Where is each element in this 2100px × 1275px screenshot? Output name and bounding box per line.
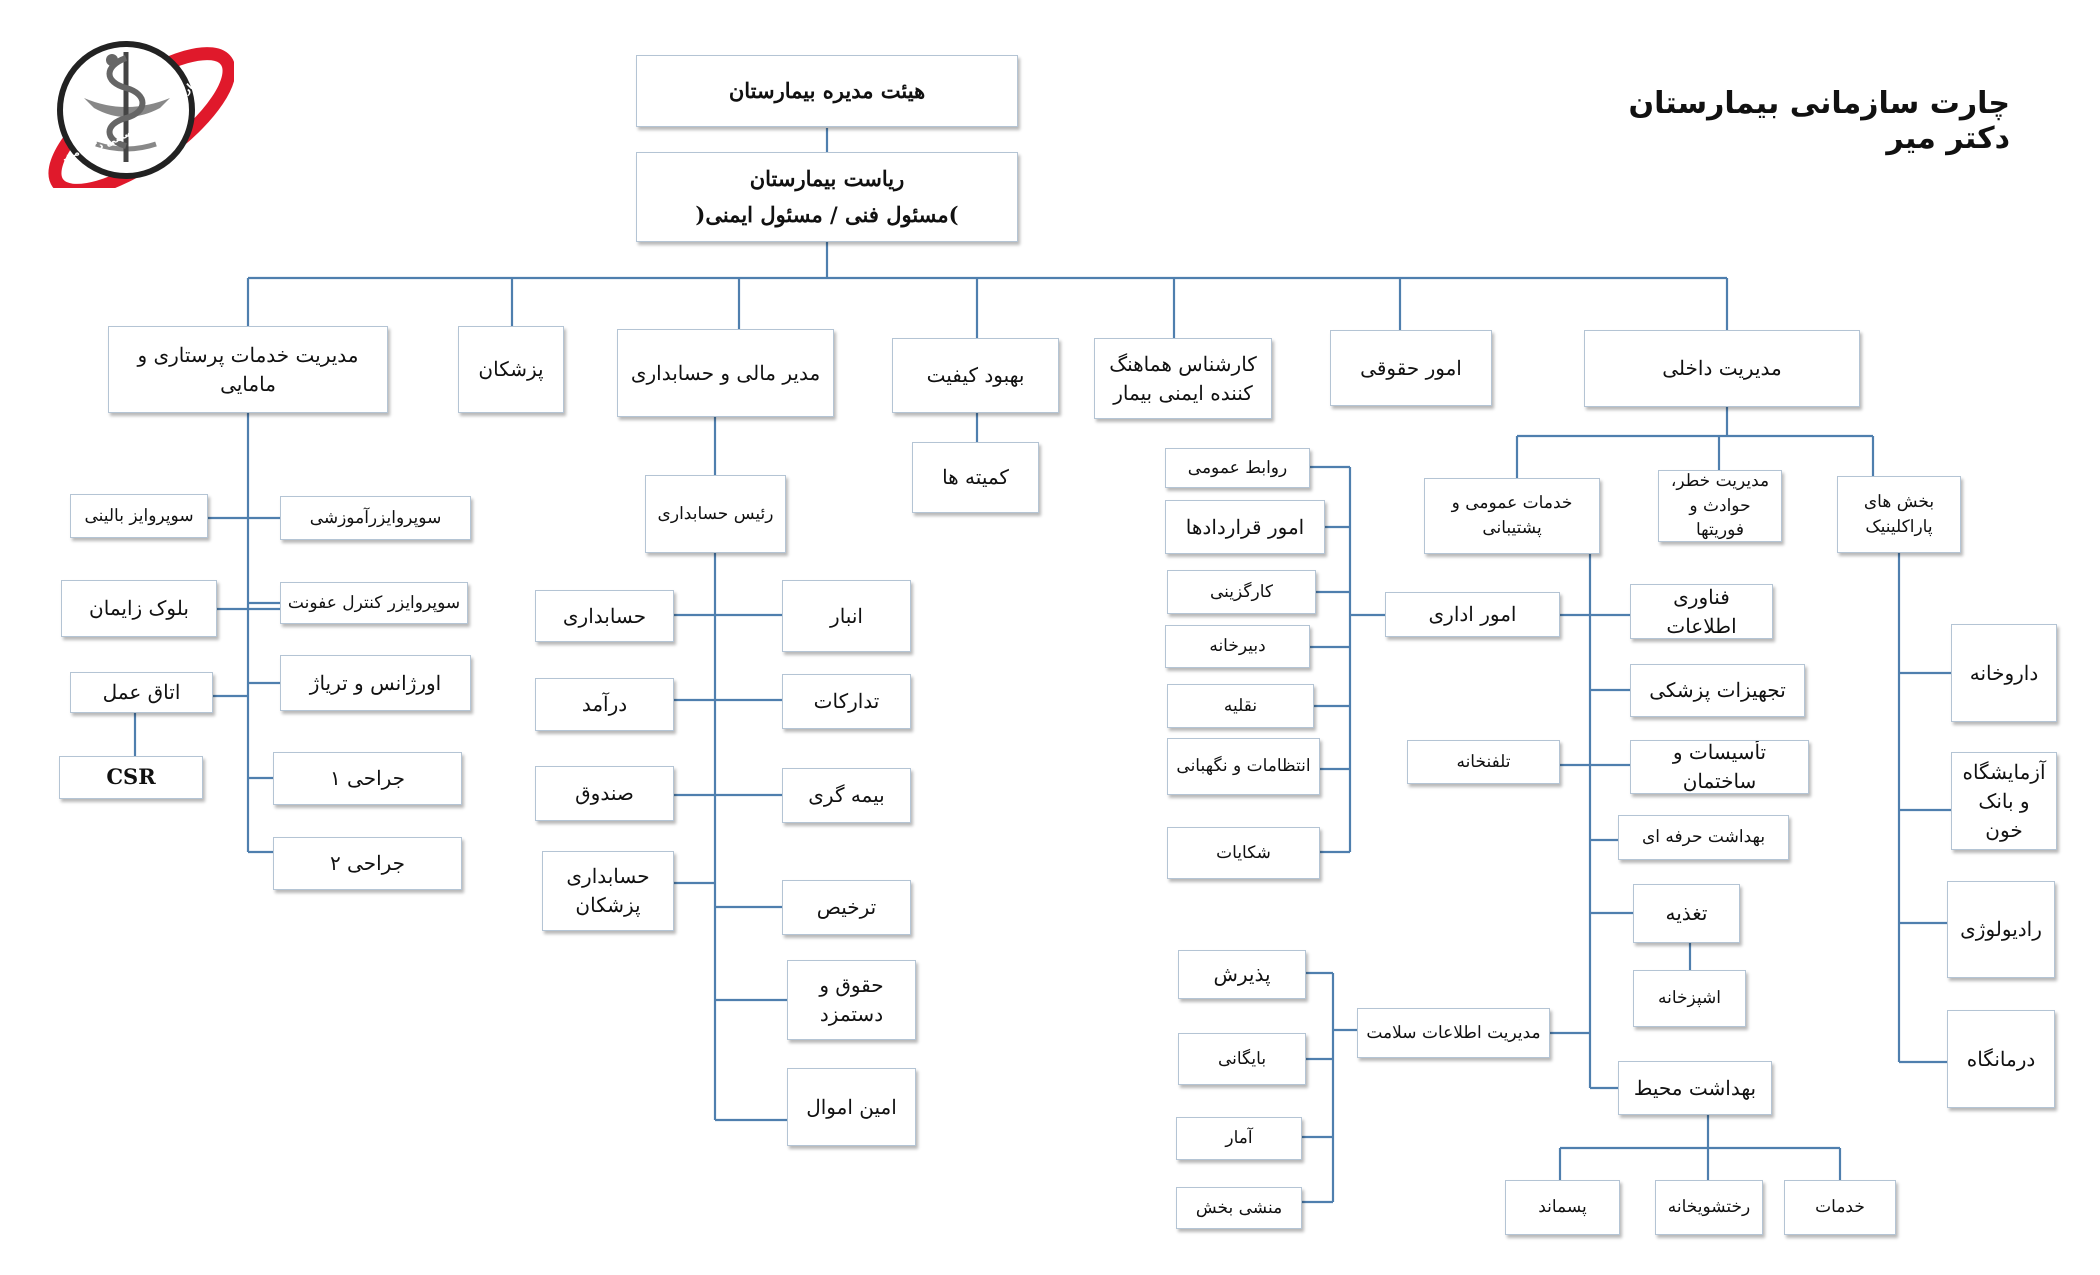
presidency-label: ریاست بیمارستان	[749, 165, 905, 191]
csr-label: CSR	[106, 764, 156, 790]
quality-improvement-label: بهبود کیفیت	[926, 363, 1025, 387]
general-services-label: خدمات عمومی و پشتیبانی	[1451, 493, 1573, 538]
risk-management-label: مدیریت خطر، حوادث و فوریتها	[1670, 471, 1770, 541]
education-supervisor-box	[280, 496, 471, 540]
quality-improvement-box	[892, 338, 1059, 413]
property-custodian-label: امین اموال	[806, 1094, 897, 1119]
archive-box	[1178, 1033, 1306, 1085]
board-of-directors-box	[636, 55, 1018, 127]
insurance-box	[782, 768, 911, 823]
physicians-box	[458, 326, 564, 413]
committees-box	[912, 442, 1039, 513]
legal-affairs-box	[1330, 330, 1492, 406]
legal-affairs-label: امور حقوقی	[1360, 355, 1462, 380]
statistics-box	[1176, 1117, 1302, 1160]
discharge-label: ترخیص	[816, 895, 877, 919]
physicians-label: پزشکان	[478, 357, 544, 381]
accounting-label: حسابداری	[562, 603, 647, 628]
archive-label: بایگانی	[1217, 1048, 1267, 1069]
labor-block-label: بلوک زایمان	[89, 596, 189, 620]
laundry-box	[1655, 1180, 1763, 1235]
property-custodian-box	[787, 1068, 916, 1146]
admission-box	[1178, 950, 1306, 999]
emergency-triage-box	[280, 655, 471, 711]
clinic-label: درمانگاه	[1966, 1046, 2036, 1071]
security-box	[1167, 738, 1320, 795]
nutrition-label: تغذیه	[1665, 901, 1708, 925]
switchboard-box	[1407, 740, 1560, 784]
infection-control-supervisor-box	[280, 582, 468, 624]
health-information-management-label: مدیریت اطلاعات سلامت	[1366, 1022, 1541, 1043]
security-label: انتظامات و نگهبانی	[1176, 756, 1311, 777]
contracts-box	[1165, 500, 1325, 554]
secretariat-label: دبیرخانه	[1209, 636, 1266, 657]
presidency-box	[636, 152, 1018, 242]
internal-management-box	[1584, 330, 1860, 407]
facilities-box	[1630, 740, 1809, 794]
doctors-accounting-box	[542, 851, 674, 931]
public-relations-box	[1165, 448, 1310, 488]
laundry-label: رختشویخانه	[1667, 1197, 1751, 1218]
svg-text:بیمارستان فوق تخصصی دکتر میر: بیمارستان فوق تخصصی دکتر میر	[62, 71, 206, 161]
clinic-box	[1947, 1010, 2055, 1108]
payroll-box	[787, 960, 916, 1040]
admission-label: پذیرش	[1213, 962, 1271, 986]
public-relations-label: روابط عمومی	[1187, 457, 1288, 478]
administrative-affairs-label: امور اداری	[1428, 602, 1517, 626]
recruitment-label: کارگزینی	[1210, 581, 1273, 602]
recruitment-box	[1167, 570, 1316, 614]
cashbox-box	[535, 766, 674, 821]
paraclinic-label: بخش های پاراکلینیک	[1863, 491, 1935, 537]
labor-block-box	[61, 580, 217, 637]
health-information-management-box	[1357, 1008, 1550, 1058]
chart-title: چارت سازمانی بیمارستان دکتر میر	[1628, 86, 2010, 156]
hospital-logo	[34, 36, 234, 188]
surgery-2-box	[273, 837, 462, 890]
services-label: خدمات	[1815, 1197, 1865, 1218]
operating-room-label: اتاق عمل	[102, 680, 181, 704]
chief-accountant-label: رئیس حسابداری	[657, 503, 774, 524]
infection-control-supervisor-label: سوپروایزر کنترل عفونت	[287, 592, 461, 613]
occupational-health-box	[1618, 815, 1789, 860]
warehouse-box	[782, 580, 911, 652]
lab-blood-bank-label: آزمایشگاه و بانک خون	[1962, 759, 2046, 842]
discharge-box	[782, 880, 911, 935]
environmental-health-label: بهداشت محیط	[1633, 1075, 1757, 1100]
it-label: فناوری اطلاعات	[1666, 584, 1737, 638]
surgery-1-box	[273, 752, 462, 805]
warehouse-label: انبار	[830, 603, 863, 628]
ward-secretary-box	[1176, 1187, 1302, 1229]
ward-secretary-label: منشی بخش	[1195, 1197, 1283, 1218]
finance-manager-label: مدیر مالی و حسابداری	[630, 360, 821, 385]
waste-box	[1505, 1180, 1620, 1235]
environmental-health-box	[1618, 1061, 1772, 1115]
occupational-health-label: بهداشت حرفه ای	[1641, 827, 1766, 848]
medical-equipment-box	[1630, 664, 1805, 717]
patient-safety-coordinator-label: کارشناس هماهنگ کننده ایمنی بیمار	[1109, 351, 1257, 405]
accounting-box	[535, 590, 674, 642]
transport-label: نقلیه	[1223, 695, 1258, 716]
transport-box	[1167, 684, 1314, 728]
income-label: درآمد	[581, 692, 628, 716]
risk-management-box	[1658, 470, 1782, 542]
contracts-label: امور قراردادها	[1185, 514, 1305, 539]
radiology-box	[1947, 881, 2055, 978]
education-supervisor-label: سوپروایزرآموزشی	[309, 507, 442, 528]
surgery-2-label: جراحی ۲	[329, 851, 406, 875]
complaints-label: شکایات	[1216, 842, 1271, 863]
clinical-supervisor-label: سوپروایز بالینی	[84, 505, 194, 526]
procurement-label: تدارکات	[813, 689, 880, 713]
complaints-box	[1167, 827, 1320, 879]
emergency-triage-label: اورژانس و تریاژ	[309, 670, 442, 695]
nursing-management-box	[108, 326, 388, 413]
doctors-accounting-label: حسابداری پزشکان	[566, 864, 650, 917]
radiology-label: رادیولوژی	[1960, 917, 2042, 941]
facilities-label: تأسیسات و ساختمان	[1672, 740, 1767, 793]
finance-manager-box	[617, 329, 834, 417]
services-box	[1784, 1180, 1896, 1235]
nutrition-box	[1633, 884, 1740, 943]
committees-label: کمیته ها	[942, 465, 1009, 489]
clinical-supervisor-box	[70, 494, 208, 538]
switchboard-label: تلفنخانه	[1456, 751, 1511, 772]
internal-management-label: مدیریت داخلی	[1662, 356, 1782, 380]
waste-label: پسماند	[1538, 1197, 1587, 1218]
paraclinic-box	[1837, 476, 1961, 553]
procurement-box	[782, 674, 911, 729]
medical-equipment-label: تجهیزات پزشکی	[1649, 678, 1786, 702]
kitchen-box	[1633, 970, 1746, 1027]
operating-room-box	[70, 672, 213, 713]
chief-accountant-box	[645, 475, 786, 553]
administrative-affairs-box	[1385, 592, 1560, 637]
lab-blood-bank-box	[1951, 752, 2057, 850]
income-box	[535, 678, 674, 731]
patient-safety-coordinator-box	[1094, 338, 1272, 419]
payroll-label: حقوق و دستمزد	[819, 973, 884, 1026]
secretariat-box	[1165, 625, 1310, 668]
pharmacy-box	[1951, 624, 2057, 722]
insurance-label: بیمه گری	[808, 783, 885, 807]
general-services-box	[1424, 478, 1600, 554]
presidency-subtitle: )مسئول فنی / مسئول ایمنی(	[695, 201, 959, 227]
board-of-directors-label: هیئت مدیره بیمارستان	[728, 77, 926, 103]
pharmacy-label: داروخانه	[1969, 660, 2039, 685]
caduceus-logo-icon	[34, 36, 234, 188]
kitchen-label: اشپزخانه	[1658, 988, 1722, 1009]
csr-box	[59, 756, 203, 799]
cashbox-label: صندوق	[575, 781, 634, 805]
statistics-label: آمار	[1225, 1128, 1253, 1149]
it-box	[1630, 584, 1773, 639]
nursing-management-label: مدیریت خدمات پرستاری و مامایی	[137, 342, 359, 396]
surgery-1-label: جراحی ۱	[329, 766, 406, 790]
